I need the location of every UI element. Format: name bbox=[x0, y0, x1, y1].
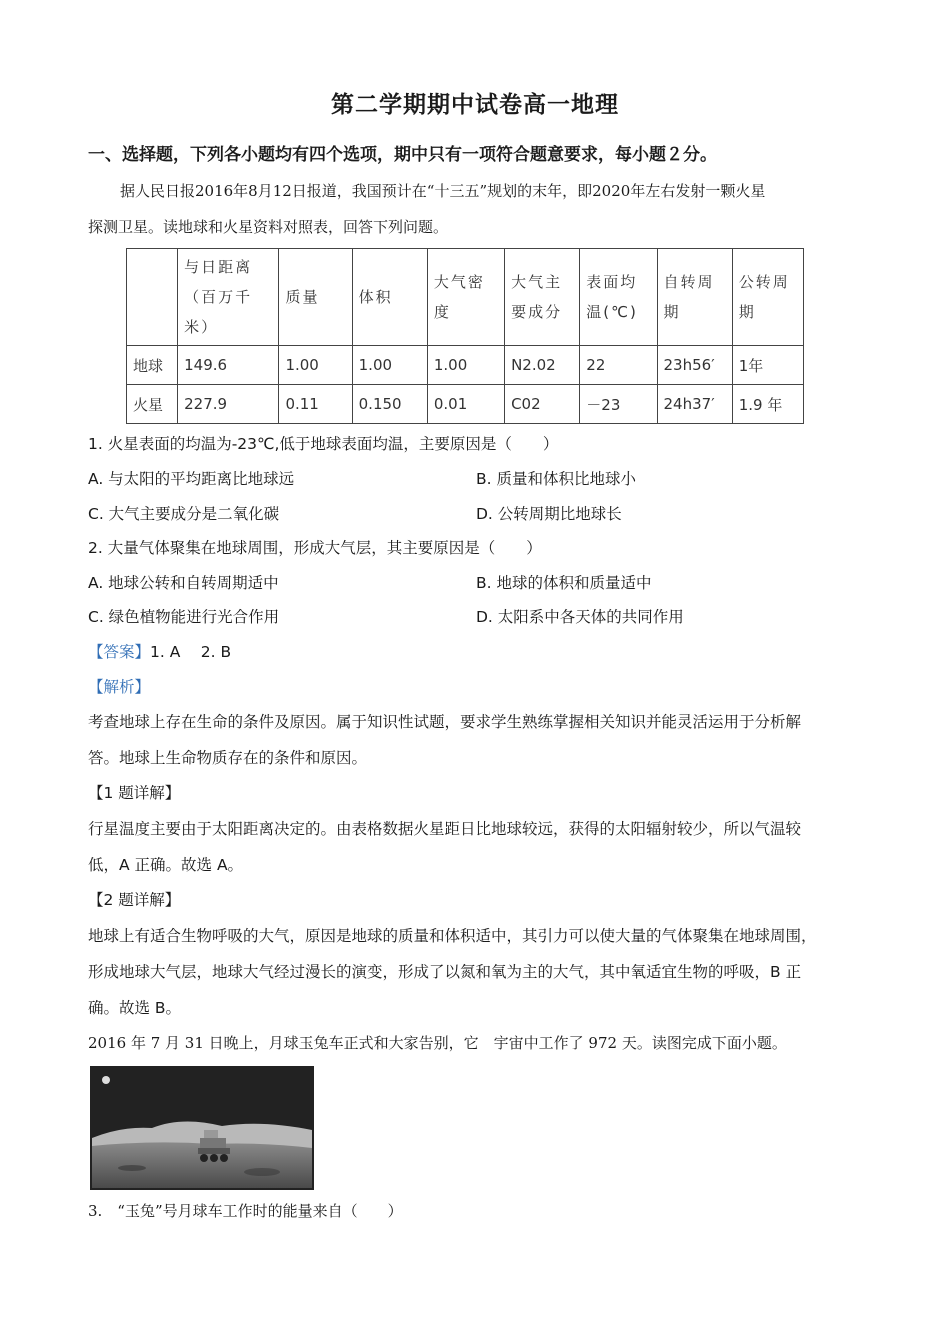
intro-line-1: 据人民日报2016年8月12日报道，我国预计在“十三五”规划的末年，即2020年左右发射一颗火星 bbox=[120, 182, 766, 200]
table-cell: 火星 bbox=[127, 385, 178, 424]
table-header-cell: 公转周期 bbox=[732, 249, 803, 346]
table-header-cell: 自转周期 bbox=[657, 249, 732, 346]
table-cell: 0.01 bbox=[427, 385, 504, 424]
answer-text: 1. A 2. B bbox=[150, 643, 232, 661]
question-3-stem: 3. “玉兔”号月球车工作时的能量来自（ ） bbox=[88, 1202, 403, 1220]
table-header-cell: 大气主要成分 bbox=[505, 249, 580, 346]
table-cell: 23h56′ bbox=[657, 346, 732, 385]
analysis-label: 【解析】 bbox=[88, 678, 151, 696]
analysis-line-1: 考查地球上存在生命的条件及原因。属于知识性试题，要求学生熟练掌握相关知识并能灵活运用于分析解 bbox=[88, 713, 802, 731]
detail-2-line-2: 形成地球大气层，地球大气经过漫长的演变，形成了以氮和氧为主的大气，其中氧适宜生物的呼吸，B 正 bbox=[88, 963, 802, 981]
question-2-option-a: A. 地球公转和自转周期适中 bbox=[88, 574, 279, 592]
detail-2-line-3: 确。故选 B。 bbox=[88, 999, 182, 1017]
comparison-table bbox=[126, 248, 804, 424]
table-cell: N2.02 bbox=[505, 346, 580, 385]
detail-1-label: 【1 题详解】 bbox=[88, 784, 181, 802]
table-cell: C02 bbox=[505, 385, 580, 424]
page-title: 第二学期期中试卷高一地理 bbox=[331, 91, 619, 118]
answer-line bbox=[88, 640, 231, 662]
table-row bbox=[127, 385, 804, 424]
answer-label: 【答案】 bbox=[88, 643, 151, 661]
intro-line-2: 探测卫星。读地球和火星资料对照表，回答下列问题。 bbox=[88, 218, 449, 236]
table-header-cell bbox=[127, 249, 178, 346]
table-cell: 1.9 年 bbox=[732, 385, 803, 424]
table-cell: 1年 bbox=[732, 346, 803, 385]
intro-2: 2016 年 7 月 31 日晚上，月球玉兔车正式和大家告别，它 宇宙中工作了 972 天。读图完成下面小题。 bbox=[88, 1034, 787, 1052]
table-cell: 24h37′ bbox=[657, 385, 732, 424]
table-header-cell: 体积 bbox=[352, 249, 427, 346]
detail-1-line-1: 行星温度主要由于太阳距离决定的。由表格数据火星距日比地球较远，获得的太阳辐射较少，所以气温较 bbox=[88, 820, 802, 838]
section-heading: 一、选择题，下列各小题均有四个选项，期中只有一项符合题意要求，每小题２分。 bbox=[88, 145, 717, 165]
table-cell: 1.00 bbox=[279, 346, 352, 385]
table-cell: 149.6 bbox=[178, 346, 279, 385]
table-row bbox=[127, 346, 804, 385]
table-header-row bbox=[127, 249, 804, 346]
question-1-option-d: D. 公转周期比地球长 bbox=[476, 505, 622, 523]
table-header-cell: 大气密度 bbox=[427, 249, 504, 346]
lunar-rover-photo bbox=[90, 1066, 314, 1190]
table-cell: 0.11 bbox=[279, 385, 352, 424]
detail-2-line-1: 地球上有适合生物呼吸的大气，原因是地球的质量和体积适中，其引力可以使大量的气体聚集在地球周围， bbox=[88, 927, 817, 945]
table-header-cell: 表面均温(℃) bbox=[580, 249, 657, 346]
table-header-cell: 质量 bbox=[279, 249, 352, 346]
question-2-stem: 2. 大量气体聚集在地球周围，形成大气层，其主要原因是（ ） bbox=[88, 539, 542, 557]
question-1-option-a: A. 与太阳的平均距离比地球远 bbox=[88, 470, 295, 488]
analysis-line-2: 答。地球上生命物质存在的条件和原因。 bbox=[88, 749, 368, 767]
detail-1-line-2: 低，A 正确。故选 A。 bbox=[88, 856, 244, 874]
table-cell: －23 bbox=[580, 385, 657, 424]
question-2-option-b: B. 地球的体积和质量适中 bbox=[476, 574, 652, 592]
question-1-option-b: B. 质量和体积比地球小 bbox=[476, 470, 636, 488]
table-cell: 22 bbox=[580, 346, 657, 385]
table-cell: 0.150 bbox=[352, 385, 427, 424]
question-1-stem: 1. 火星表面的均温为-23℃,低于地球表面均温，主要原因是（ ） bbox=[88, 435, 559, 453]
question-2-option-c: C. 绿色植物能进行光合作用 bbox=[88, 608, 280, 626]
question-2-option-d: D. 太阳系中各天体的共同作用 bbox=[476, 608, 684, 626]
table-cell: 227.9 bbox=[178, 385, 279, 424]
question-1-option-c: C. 大气主要成分是二氧化碳 bbox=[88, 505, 280, 523]
table-cell: 1.00 bbox=[352, 346, 427, 385]
table-header-cell: 与日距离（百万千米） bbox=[178, 249, 279, 346]
table-cell: 地球 bbox=[127, 346, 178, 385]
detail-2-label: 【2 题详解】 bbox=[88, 891, 181, 909]
table-cell: 1.00 bbox=[427, 346, 504, 385]
